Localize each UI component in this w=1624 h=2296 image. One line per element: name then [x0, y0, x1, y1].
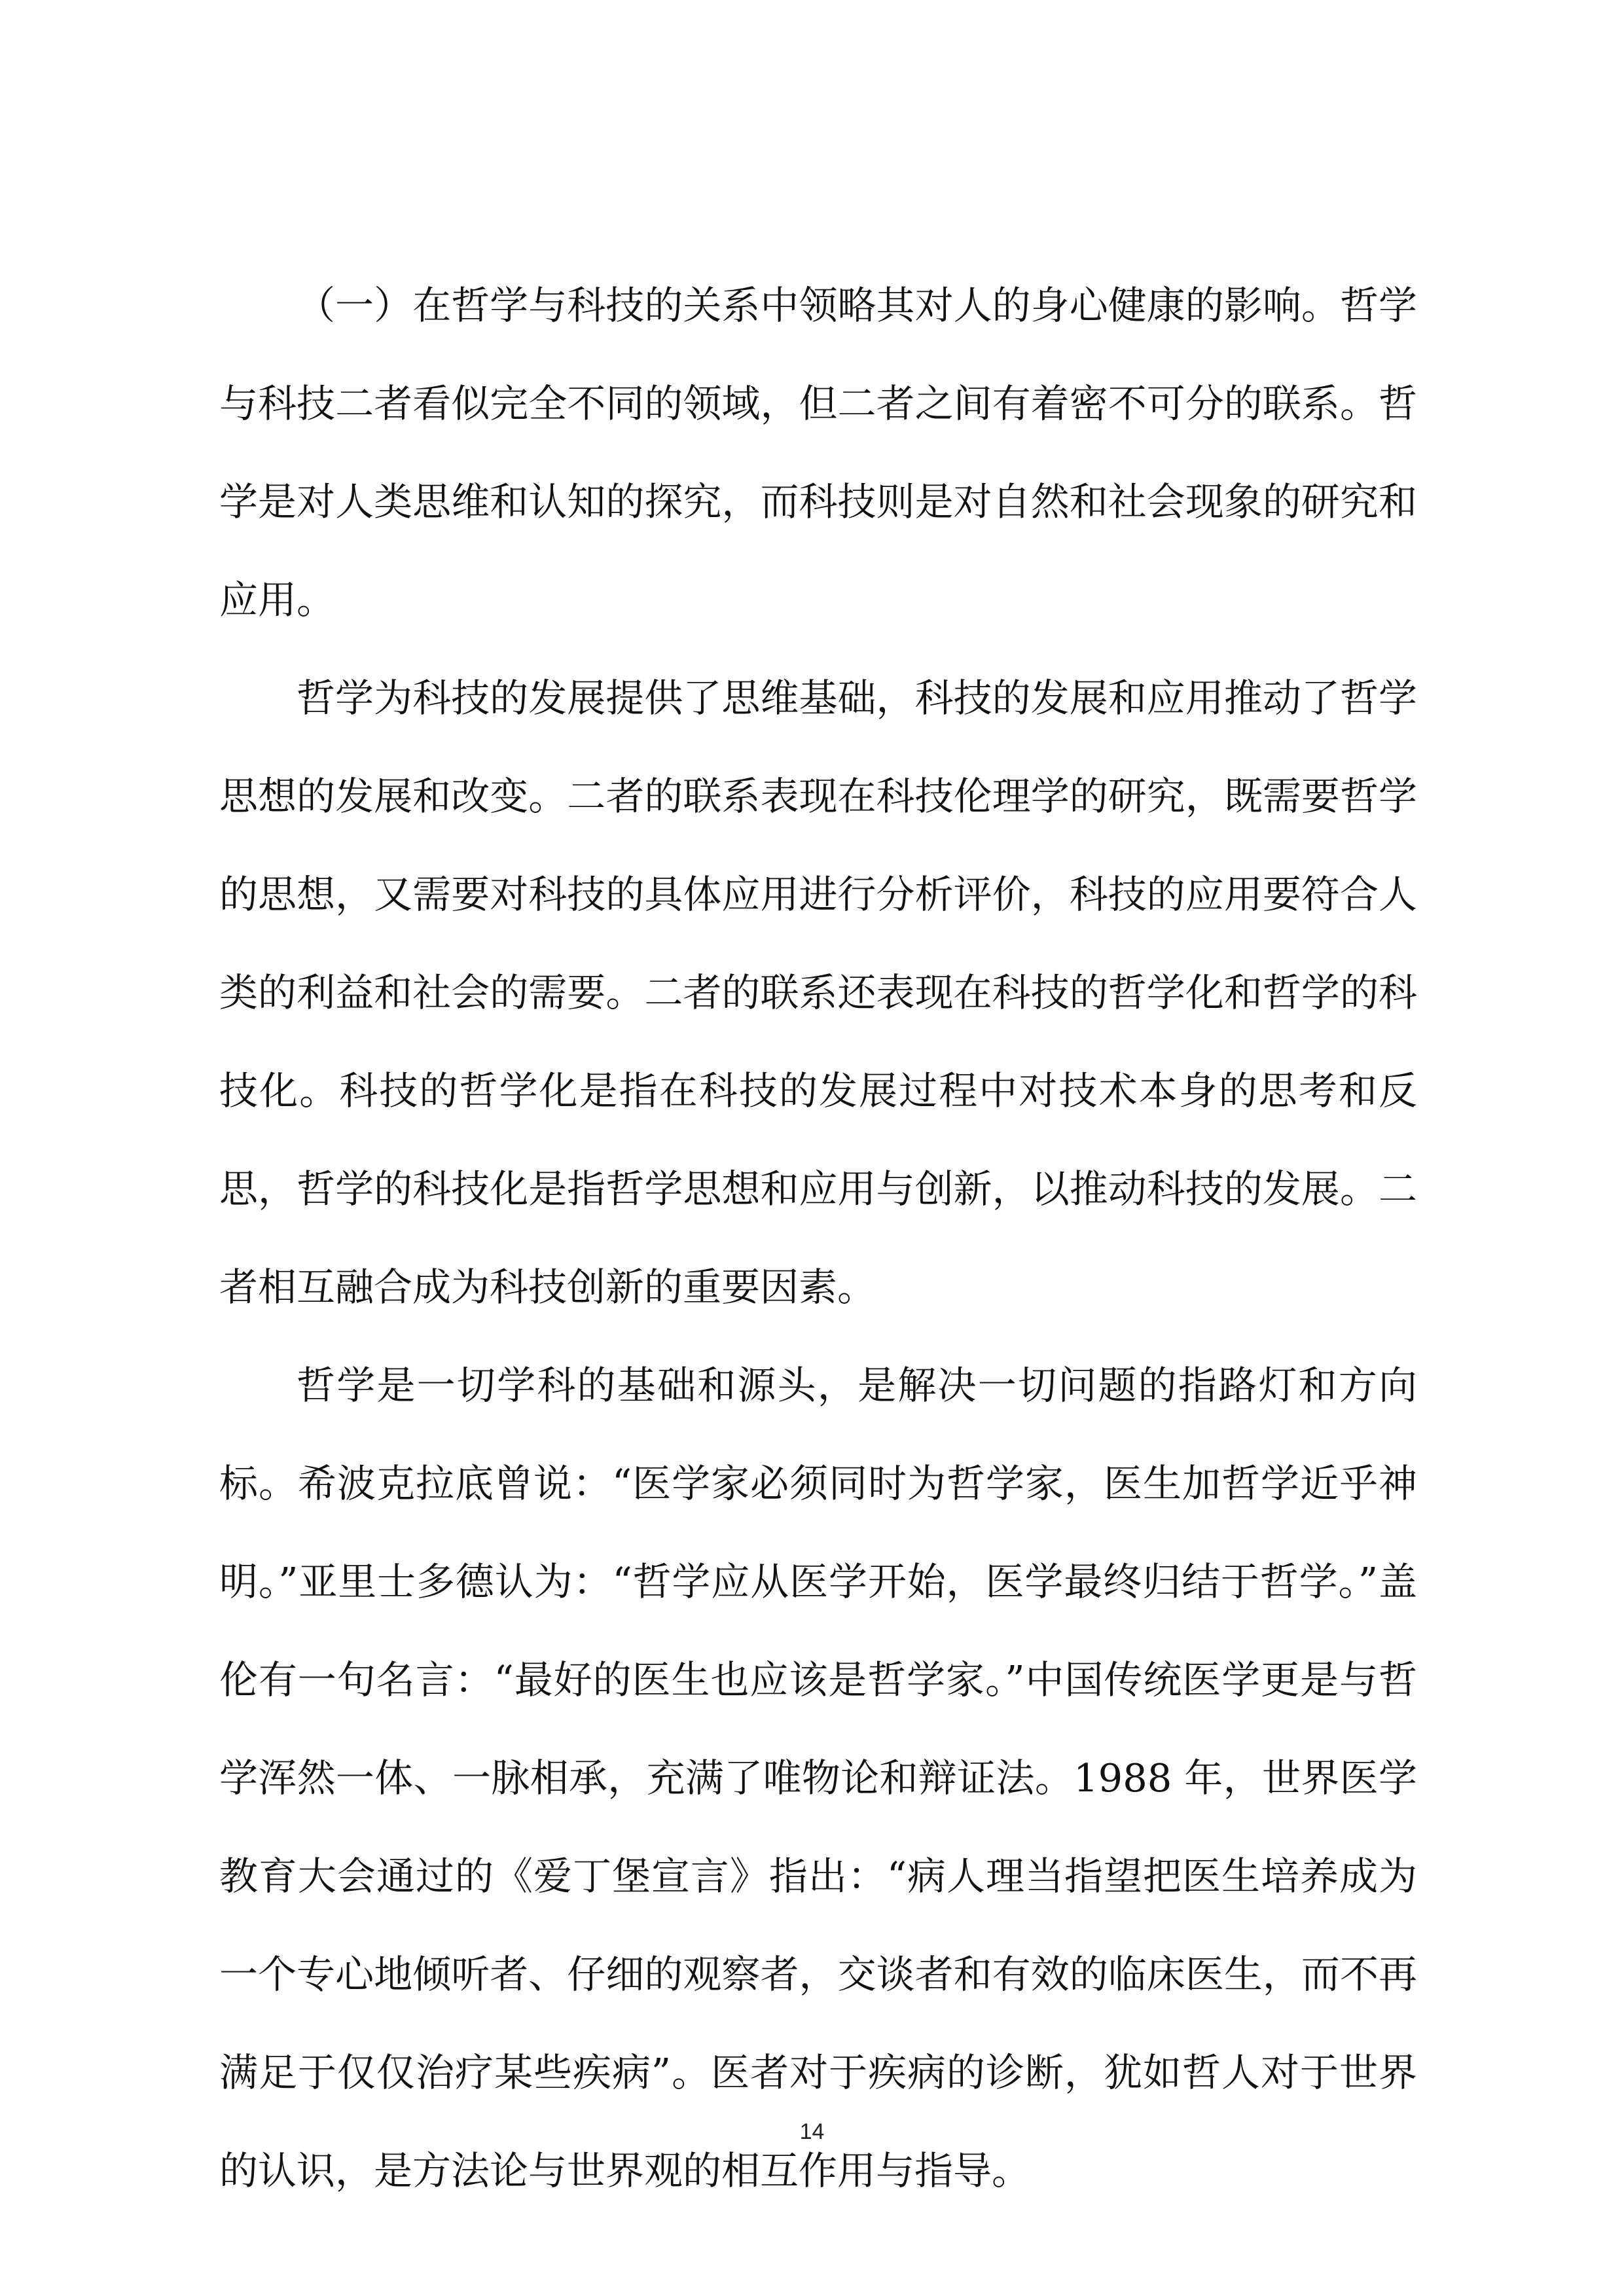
paragraph-3: 哲学是一切学科的基础和源头，是解决一切问题的指路灯和方向标。希波克拉底曾说：“医学家必须同时为哲学家，医生加哲学近乎神明。”亚里士多德认为：“哲学应从医学开始，医学最终归结于哲学。”盖伦有一句名言：“最好的医生也应该是哲学家。”中国传统医学更是与哲学浑然一体、一脉相承，充满了唯物论和辩证法。1988 年，世界医学教育大会通过的《爱丁堡宣言》指出：“病人理当指望把医生培养成为一个专心地倾听者、仔细的观察者，交谈者和有效的临床医生，而不再满足于仅仅治疗某些疾病”。医者对于疾病的诊断，犹如哲人对于世界的认识，是方法论与世界观的相互作用与指导。 — [219, 1363, 1417, 2193]
page-number: 14 — [799, 2119, 825, 2144]
paragraph-2: 哲学为科技的发展提供了思维基础，科技的发展和应用推动了哲学思想的发展和改变。二者的联系表现在科技伦理学的研究，既需要哲学的思想，又需要对科技的具体应用进行分析评价，科技的应用要符合人类的利益和社会的需要。二者的联系还表现在科技的哲学化和哲学的科技化。科技的哲学化是指在科技的发展过程中对技术本身的思考和反思，哲学的科技化是指哲学思想和应用与创新，以推动科技的发展。二者相互融合成为科技创新的重要因素。 — [219, 675, 1417, 1310]
body-text — [219, 257, 1417, 2220]
paragraph-1: （一）在哲学与科技的关系中领略其对人的身心健康的影响。哲学与科技二者看似完全不同的领域，但二者之间有着密不可分的联系。哲学是对人类思维和认知的探究，而科技则是对自然和社会现象的研究和应用。 — [219, 283, 1417, 622]
